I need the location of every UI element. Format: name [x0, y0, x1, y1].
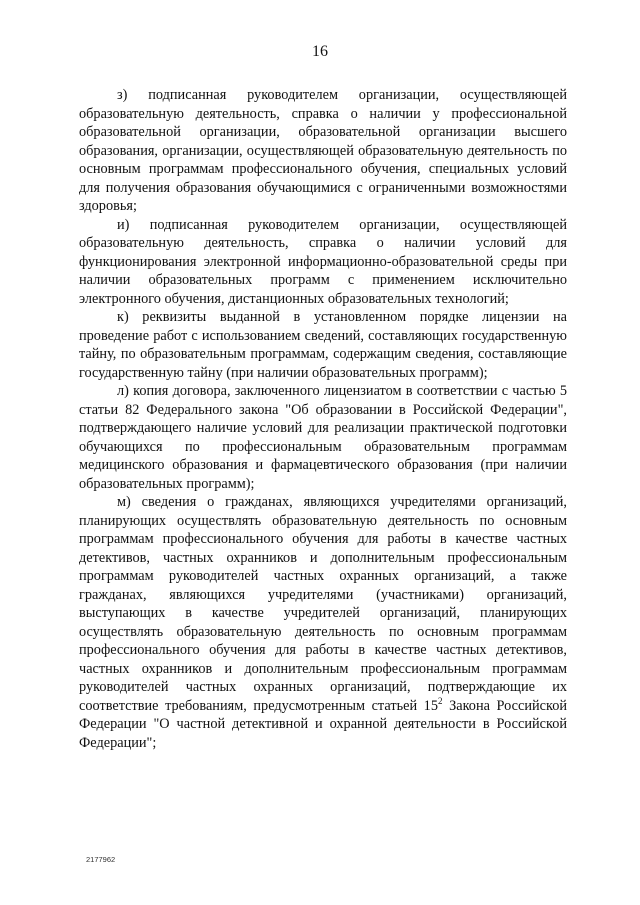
list-marker: к): [117, 309, 129, 325]
paragraph-text: сведения о гражданах, являющихся учредителями организаций, планирующих осуществлять образовательную деятельность по основным программам профессионального обучения для работы в качестве частных детективов, частных охранников и дополнительным профессиональным программам руководителей частных охранных организаций, а также гражданах, являющихся учредителями (участниками) организаций, выступающих в качестве учредителей организаций, планирующих осуществлять образовательную деятельность по основным программам профессионального обучения для работы в качестве частных детективов, частных охранников и дополнительным профессиональным программам руководителей частных охранных организаций, подтверждающие их соответствие требованиям, предусмотренным статьей 15: [79, 494, 567, 714]
list-item-i: [79, 216, 567, 309]
list-item-z: [79, 86, 567, 216]
document-code: 2177962: [86, 855, 116, 864]
paragraph-text: подписанная руководителем организации, осуществляющей образовательную деятельность, справка о наличии у профессиональной образовательной организации, образовательной организации высшего образования, организации, осуществляющей образовательную деятельность по основным программам профессионального обучения, специальных условий для получения образования обучающимися с ограниченными возможностями здоровья;: [79, 87, 568, 214]
list-item-m: [79, 493, 567, 752]
list-item-k: [79, 308, 567, 382]
page-number: 16: [312, 43, 328, 60]
paragraph-text: копия договора, заключенного лицензиатом в соответствии с частью 5 статьи 82 Федерального закона "Об образовании в Российской Федерации", подтверждающего наличие условий для реализации практической подготовки обучающихся по профессиональным образовательным программам медицинского образования и фармацевтического образования (при наличии образовательных программ);: [79, 383, 567, 492]
list-item-l: [79, 382, 567, 493]
paragraph-text: подписанная руководителем организации, осуществляющей образовательную деятельность, справка о наличии условий для функционирования электронной информационно-образовательной среды при наличии образовательных программ с применением исключительно электронного обучения, дистанционных образовательных технологий;: [79, 216, 568, 307]
list-marker: л): [117, 383, 129, 399]
document-body: [79, 86, 567, 752]
list-marker: и): [117, 216, 130, 233]
paragraph-text: реквизиты выданной в установленном порядке лицензии на проведение работ с использованием сведений, составляющих государственную тайну, по образовательным программам, содержащим сведения, составляющие государственную тайну (при наличии образовательных программ);: [79, 309, 567, 381]
article-superscript: 2: [437, 695, 443, 706]
list-marker: м): [117, 494, 131, 510]
paragraph-text-continued: Закона Российской Федерации "О частной детективной и охранной деятельности в Российской Федерации";: [79, 697, 567, 751]
list-marker: з): [117, 87, 128, 103]
